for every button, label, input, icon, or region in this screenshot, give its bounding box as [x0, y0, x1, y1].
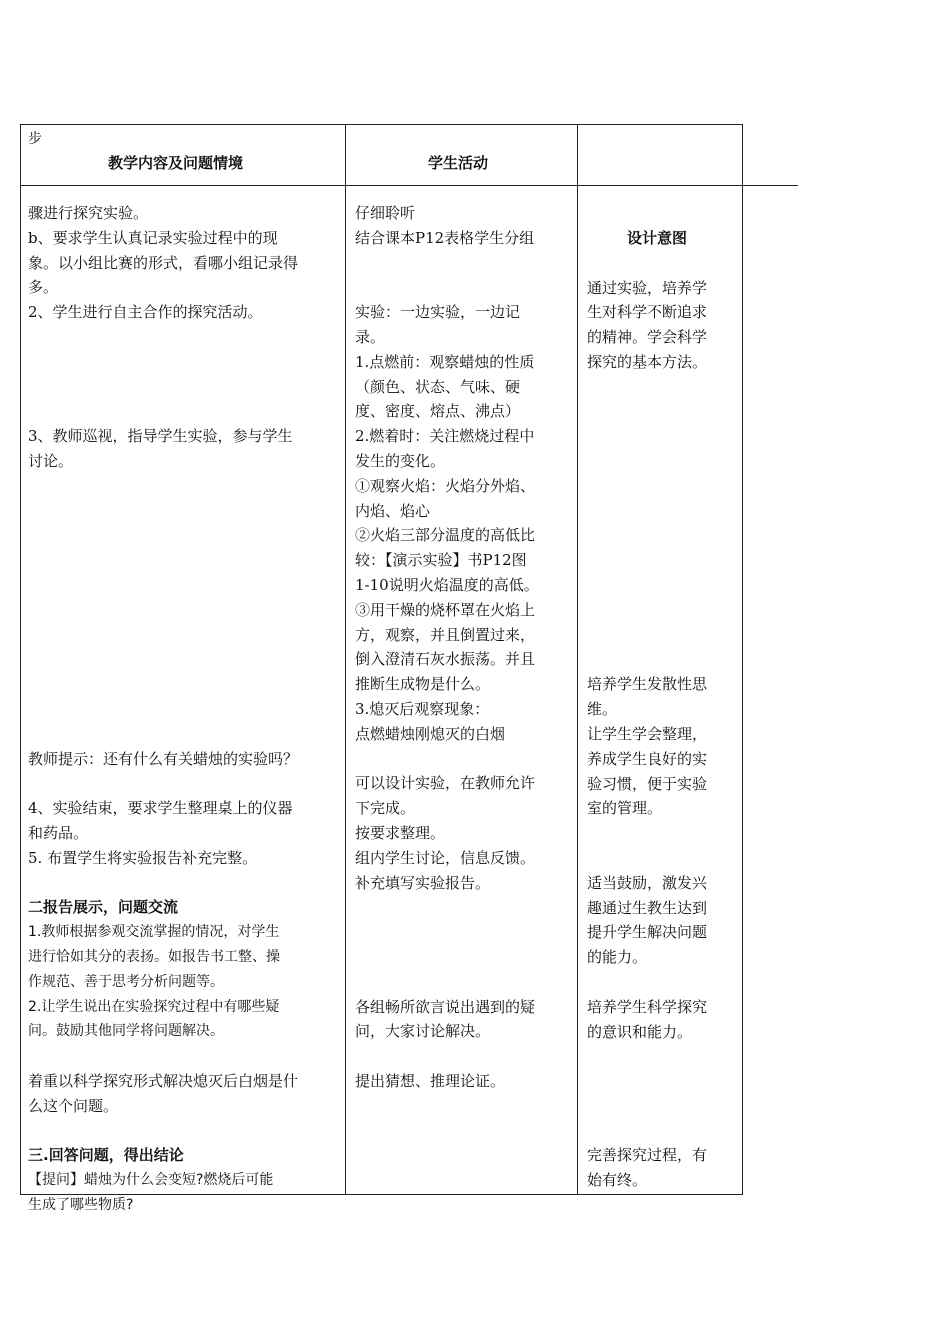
column-divider-2 — [577, 124, 578, 1195]
text-line: 问。鼓励其他同学将问题解决。 — [28, 1023, 224, 1040]
table-left-border — [20, 124, 21, 1195]
text-line: 结合课本P12表格学生分组 — [355, 228, 535, 247]
text-line: 提出猜想、推理论证。 — [355, 1071, 506, 1090]
text-line: 骤进行探究实验。 — [28, 204, 149, 222]
teaching-content-column — [28, 201, 340, 1218]
text-line: 让学生学会整理， — [587, 724, 708, 743]
text-line: 4、实验结束，要求学生整理桌上的仪器 — [28, 799, 293, 818]
text-line: 维。 — [587, 700, 618, 719]
text-line: 的精神。学会科学 — [587, 328, 708, 347]
design-intent-heading: 设计意图 — [626, 229, 687, 247]
text-line: 各组畅所欲言说出遇到的疑 — [355, 997, 536, 1016]
design-intent-column — [587, 226, 737, 1193]
text-line: 讨论。 — [28, 451, 74, 470]
table-top-border — [20, 124, 743, 125]
text-line: 教师提示：还有什么有关蜡烛的实验吗？ — [28, 749, 299, 768]
text-line: 仔细聆听 — [355, 204, 416, 222]
text-line: 推断生成物是什么。 — [355, 675, 491, 694]
text-line: 完善探究过程，有 — [587, 1146, 708, 1165]
text-line: 探究的基本方法。 — [587, 352, 708, 371]
text-line: 1.点燃前：观察蜡烛的性质 — [355, 352, 535, 371]
text-line: 点燃蜡烛刚熄灭的白烟 — [355, 724, 506, 743]
text-line: ③用干燥的烧杯罩在火焰上 — [355, 600, 536, 619]
text-line: 2.燃着时：关注燃烧过程中 — [355, 427, 535, 446]
section-heading: 二报告展示，问题交流 — [28, 898, 179, 917]
section-heading: 三.回答问题，得出结论 — [28, 1146, 184, 1165]
text-line: ②火焰三部分温度的高低比 — [355, 526, 536, 545]
header-bottom-border — [20, 185, 798, 186]
text-line: 么这个问题。 — [28, 1096, 119, 1115]
text-line: 生成了哪些物质? — [28, 1196, 134, 1213]
text-line: 进行恰如其分的表扬。如报告书工整、操 — [28, 948, 280, 965]
text-line: 着重以科学探究形式解决熄灭后白烟是什 — [28, 1071, 299, 1090]
text-line: 培养学生科学探究 — [587, 997, 708, 1016]
text-line: 生对科学不断追求 — [587, 303, 708, 322]
text-line: 按要求整理。 — [355, 823, 446, 842]
text-line: 3.熄灭后观察现象： — [355, 699, 490, 718]
text-line: 组内学生讨论，信息反馈。 — [355, 848, 536, 867]
header-student-activity: 学生活动 — [428, 154, 489, 172]
text-line: 养成学生良好的实 — [587, 749, 708, 768]
text-line: 的能力。 — [587, 948, 648, 967]
text-line: 验习惯，便于实验 — [587, 774, 708, 793]
text-line: 下完成。 — [355, 799, 416, 818]
column-divider-1 — [345, 124, 346, 1195]
header-teaching-content: 教学内容及问题情境 — [108, 154, 244, 172]
text-line: 适当鼓励，激发兴 — [587, 873, 708, 892]
text-line: 室的管理。 — [587, 799, 663, 818]
step-label: 步 — [28, 131, 42, 147]
text-line: 象。以小组比赛的形式，看哪小组记录得 — [28, 253, 299, 272]
text-line: 3、教师巡视，指导学生实验，参与学生 — [28, 427, 293, 446]
text-line: 5. 布置学生将实验报告补充完整。 — [28, 848, 258, 867]
text-line: 2、学生进行自主合作的探究活动。 — [28, 303, 263, 322]
text-line: 录。 — [355, 327, 386, 346]
text-line: （颜色、状态、气味、硬 — [355, 377, 521, 396]
text-line: 和药品。 — [28, 823, 89, 842]
text-line: 实验：一边实验，一边记 — [355, 303, 521, 322]
text-line: 可以设计实验，在教师允许 — [355, 774, 536, 793]
text-line: 问，大家讨论解决。 — [355, 1022, 491, 1041]
text-line: 多。 — [28, 278, 59, 297]
student-activity-column — [355, 201, 573, 1094]
text-line: ①观察火焰：火焰分外焰、 — [355, 476, 536, 495]
text-line: 内焰、焰心 — [355, 501, 431, 520]
text-line: b、要求学生认真记录实验过程中的现 — [28, 228, 278, 247]
text-line: 趣通过生教生达到 — [587, 898, 708, 917]
text-line: 方，观察，并且倒置过来， — [355, 625, 536, 644]
text-line: 倒入澄清石灰水振荡。并且 — [355, 650, 536, 669]
text-line: 度、密度、熔点、沸点） — [355, 402, 521, 421]
text-line: 培养学生发散性思 — [587, 675, 708, 694]
text-line: 始有终。 — [587, 1171, 648, 1190]
text-line: 1.教师根据参观交流掌握的情况，对学生 — [28, 924, 280, 941]
table-right-border — [742, 124, 743, 1195]
text-line: 较：【演示实验】书P12图 — [355, 551, 527, 570]
text-line: 补充填写实验报告。 — [355, 873, 491, 892]
text-line: 【提问】蜡烛为什么会变短?燃烧后可能 — [28, 1172, 274, 1189]
text-line: 的意识和能力。 — [587, 1022, 693, 1041]
text-line: 发生的变化。 — [355, 451, 446, 470]
text-line: 作规范、善于思考分析问题等。 — [28, 973, 224, 990]
text-line: 通过实验，培养学 — [587, 278, 708, 297]
text-line: 2.让学生说出在实验探究过程中有哪些疑 — [28, 998, 280, 1015]
text-line: 提升学生解决问题 — [587, 923, 708, 942]
text-line: 1-10说明火焰温度的高低。 — [355, 575, 539, 594]
